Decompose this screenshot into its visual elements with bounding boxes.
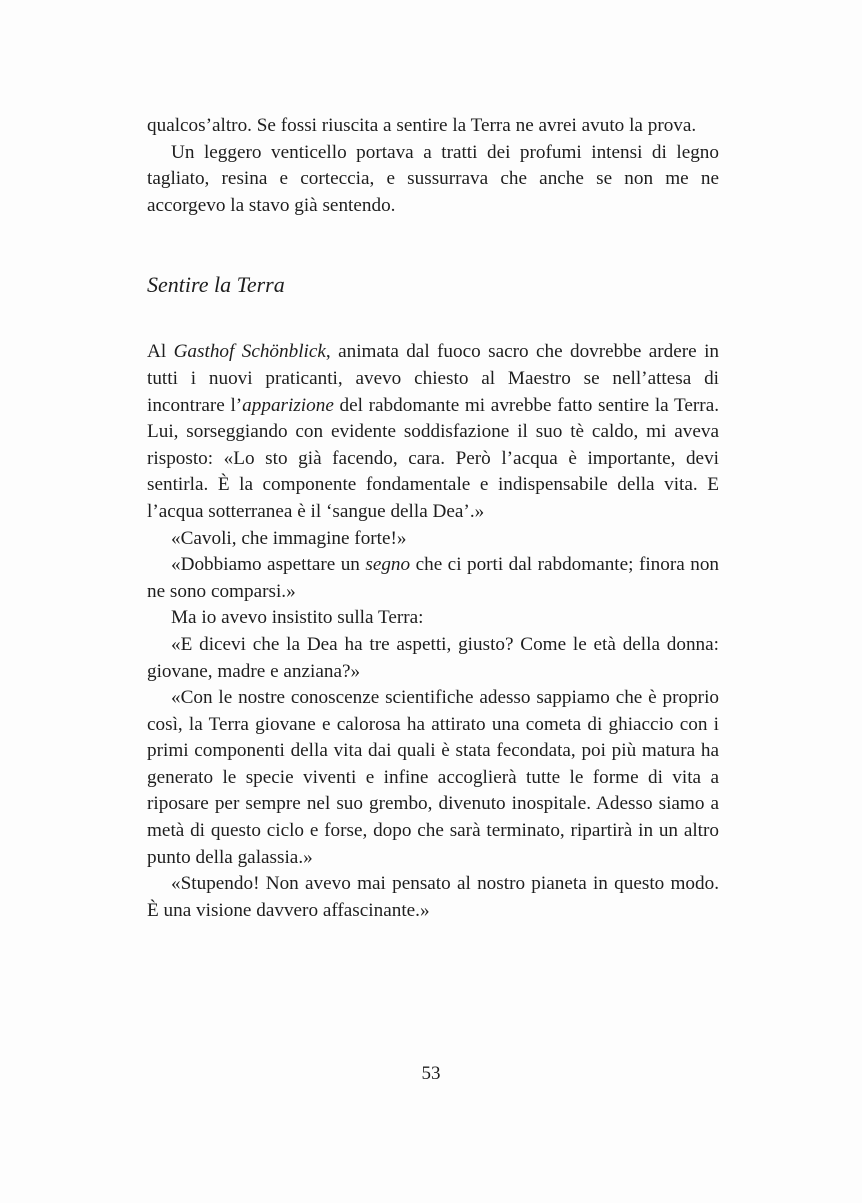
page-body (147, 113, 719, 924)
section-title: Sentire la Terra (147, 272, 285, 298)
italic-text: apparizione (242, 394, 334, 416)
text-run: Al (147, 341, 174, 363)
paragraph: qualcos’altro. Se fossi riuscita a sentire la Terra ne avrei avuto la prova. (147, 115, 697, 136)
paragraph: «Stupendo! Non avevo mai pensato al nostro pianeta in questo modo. È una visione davvero affascinante.» (147, 873, 719, 921)
text-run: che ci porti dal rabdomante; finora non ne sono comparsi.» (147, 554, 720, 602)
paragraph: Ma io avevo insistito sulla Terra: (171, 607, 424, 629)
italic-text: Gasthof Schönblick (173, 341, 326, 363)
text-run: «Dobbiamo aspettare un (171, 554, 366, 576)
paragraph (147, 552, 719, 605)
page-number: 53 (421, 1063, 441, 1084)
italic-text: segno (365, 554, 411, 576)
paragraph: «E dicevi che la Dea ha tre aspetti, giusto? Come le età della donna: giovane, madre e anziana?» (147, 633, 719, 682)
paragraph: «Cavoli, che immagine forte!» (171, 527, 407, 549)
text-run: , animata dal fuoco sacro che dovrebbe ardere in tutti i nuovi praticanti, avevo chiesto al Maestro se nell’attesa di incontrare l’ (147, 341, 719, 416)
text-run: del rabdomante mi avrebbe fatto sentire la Terra. Lui, sorseggiando con evidente soddisfazione il suo tè caldo, mi aveva risposto: «Lo sto già facendo, cara. Però l’acqua è importante, devi sentirla. È la componente fondamentale e indispensabile della vita. E l’acqua sotterranea è il ‘sangue della Dea’.» (147, 394, 720, 522)
paragraph: «Con le nostre conoscenze scientifiche adesso sappiamo che è proprio così, la Terra giovane e calorosa ha attirato una cometa di ghiaccio con i primi componenti della vita dai quali è stata fecondata, poi più matura ha generato le specie viventi e infine accoglierà tutte le forme di vita a riposare per sempre nel suo grembo, divenuto inospitale. Adesso siamo a metà di questo ciclo e forse, dopo che sarà terminato, ripartirà in un altro punto della galassia.» (147, 687, 719, 868)
paragraph: Un leggero venticello portava a tratti dei profumi intensi di legno tagliato, resina e corteccia, e sussurrava che anche se non me ne accorgevo la stavo già sentendo. (147, 141, 719, 216)
paragraph (147, 339, 719, 525)
